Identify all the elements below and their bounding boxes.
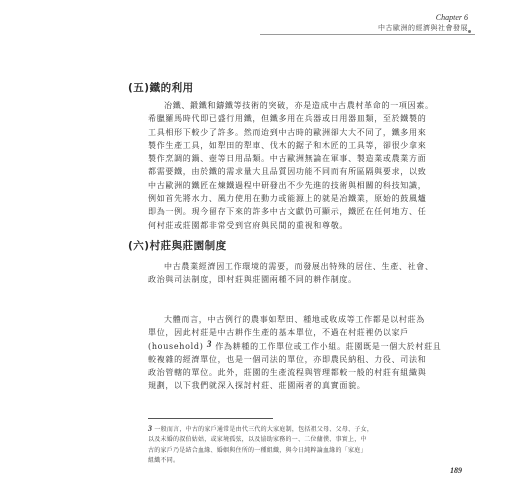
footnote-line: 以及未婚的叔伯姑姑，或家境孤弦，以及協助家務的一、二位傭僕、事實上，中 [148,435,367,443]
text-line: 政治與司法制度，即村莊與莊園兩種不同的耕作制度。 [148,275,357,285]
paragraph-village-detail [148,313,442,393]
text-fragment: 作為耕種的工作單位或工作小組。莊園既是一個大於村莊且 [215,341,442,351]
paragraph-village-intro [148,260,434,287]
running-head [378,14,468,32]
text-line: 工具相形下較少了許多。然而迨到中古時的歐洲卻大大不同了，鐵多用來 [148,127,427,137]
text-line: 希臘羅馬時代即已盛行用鐵，但鐵多用在兵器或日用器皿類，至於鐵製的 [148,114,427,124]
paragraph-iron-use [148,99,434,232]
text-line: 何村莊或莊園都非常受到官府與民間的重視和尊敬。 [148,220,349,230]
footnote-rule [148,418,273,419]
text-line: 較複雜的經濟單位，也是一個司法的單位，亦即農民納租、力役、司法和 [148,354,427,364]
text-line: 製作烹調的鍋、壺等日用品類。中古歐洲無論在軍事、製造業或農業方面 [148,154,427,164]
footnote-text: 一般而言，中古的家戶通常是由代三代的大家庭制，包括祖父母、父母、子女， [154,426,374,433]
footnote-mark: 3 [148,424,153,433]
text-line: 中古歐洲的鐵匠在煉鐵過程中研發出不少先進的技術與相關的科技知識， [148,180,427,190]
household-term: (household) [148,341,204,351]
text-line: 大體而言，中古例行的農事如犁田、種地或收成等工作都是以村莊為 [164,315,425,324]
footnote [148,424,398,467]
header-ornament-dot [468,30,471,33]
text-line: 規劃，以下我們就深入探討村莊、莊園兩者的真實面貌。 [148,381,366,391]
footnote-line: 組織不同。 [148,457,180,465]
text-line: 製作生產工具，如犁田的犁車、伐木的鋸子和木匠的工具等，卻很少拿來 [148,140,427,150]
chapter-title: 中古歐洲的經濟與社會發展 [378,24,468,32]
footnote-reference[interactable]: 3 [206,338,213,349]
footnote-line: 古的家戶乃是結合血緣、婚姻與住所的一種組織，與今日純粹論血緣的「家庭」 [148,446,367,454]
page-number: 189 [450,466,462,475]
text-line: 單位，因此村莊是中古耕作生產的基本單位，不過在村莊裡仍以家戶 [148,328,409,338]
text-line: 即為一例。現今留存下來的許多中古文獻仍可顯示，鐵匠在任何地方、任 [148,207,427,217]
text-line: 政治管轄的單位。此外，莊園的生產流程與管理都較一般的村莊有組織與 [148,368,427,378]
section-heading-village-manor: (六)村莊與莊園制度 [128,240,227,252]
text-line: 例如首先將水力、風力使用在動力或能源上的就是冶鐵業，原始的鼓風爐 [148,194,427,204]
text-line: 都需要鐵，由於鐵的需求量大且品質因功能不同而有所區隔與要求，以致 [148,167,427,177]
text-line: 中古農業經濟因工作環境的需要，而發展出特殊的居住、生產、社會、 [164,262,434,271]
footnote-line [148,424,398,435]
section-heading-iron-use: (五)鐵的利用 [128,82,194,94]
text-line-household [148,338,442,353]
chapter-label: Chapter 6 [435,13,468,22]
header-rule [260,34,475,35]
text-line: 冶鐵、鍛鐵和鑄鐵等技術的突破，亦是造成中古農村革命的一項因素。 [164,101,434,110]
